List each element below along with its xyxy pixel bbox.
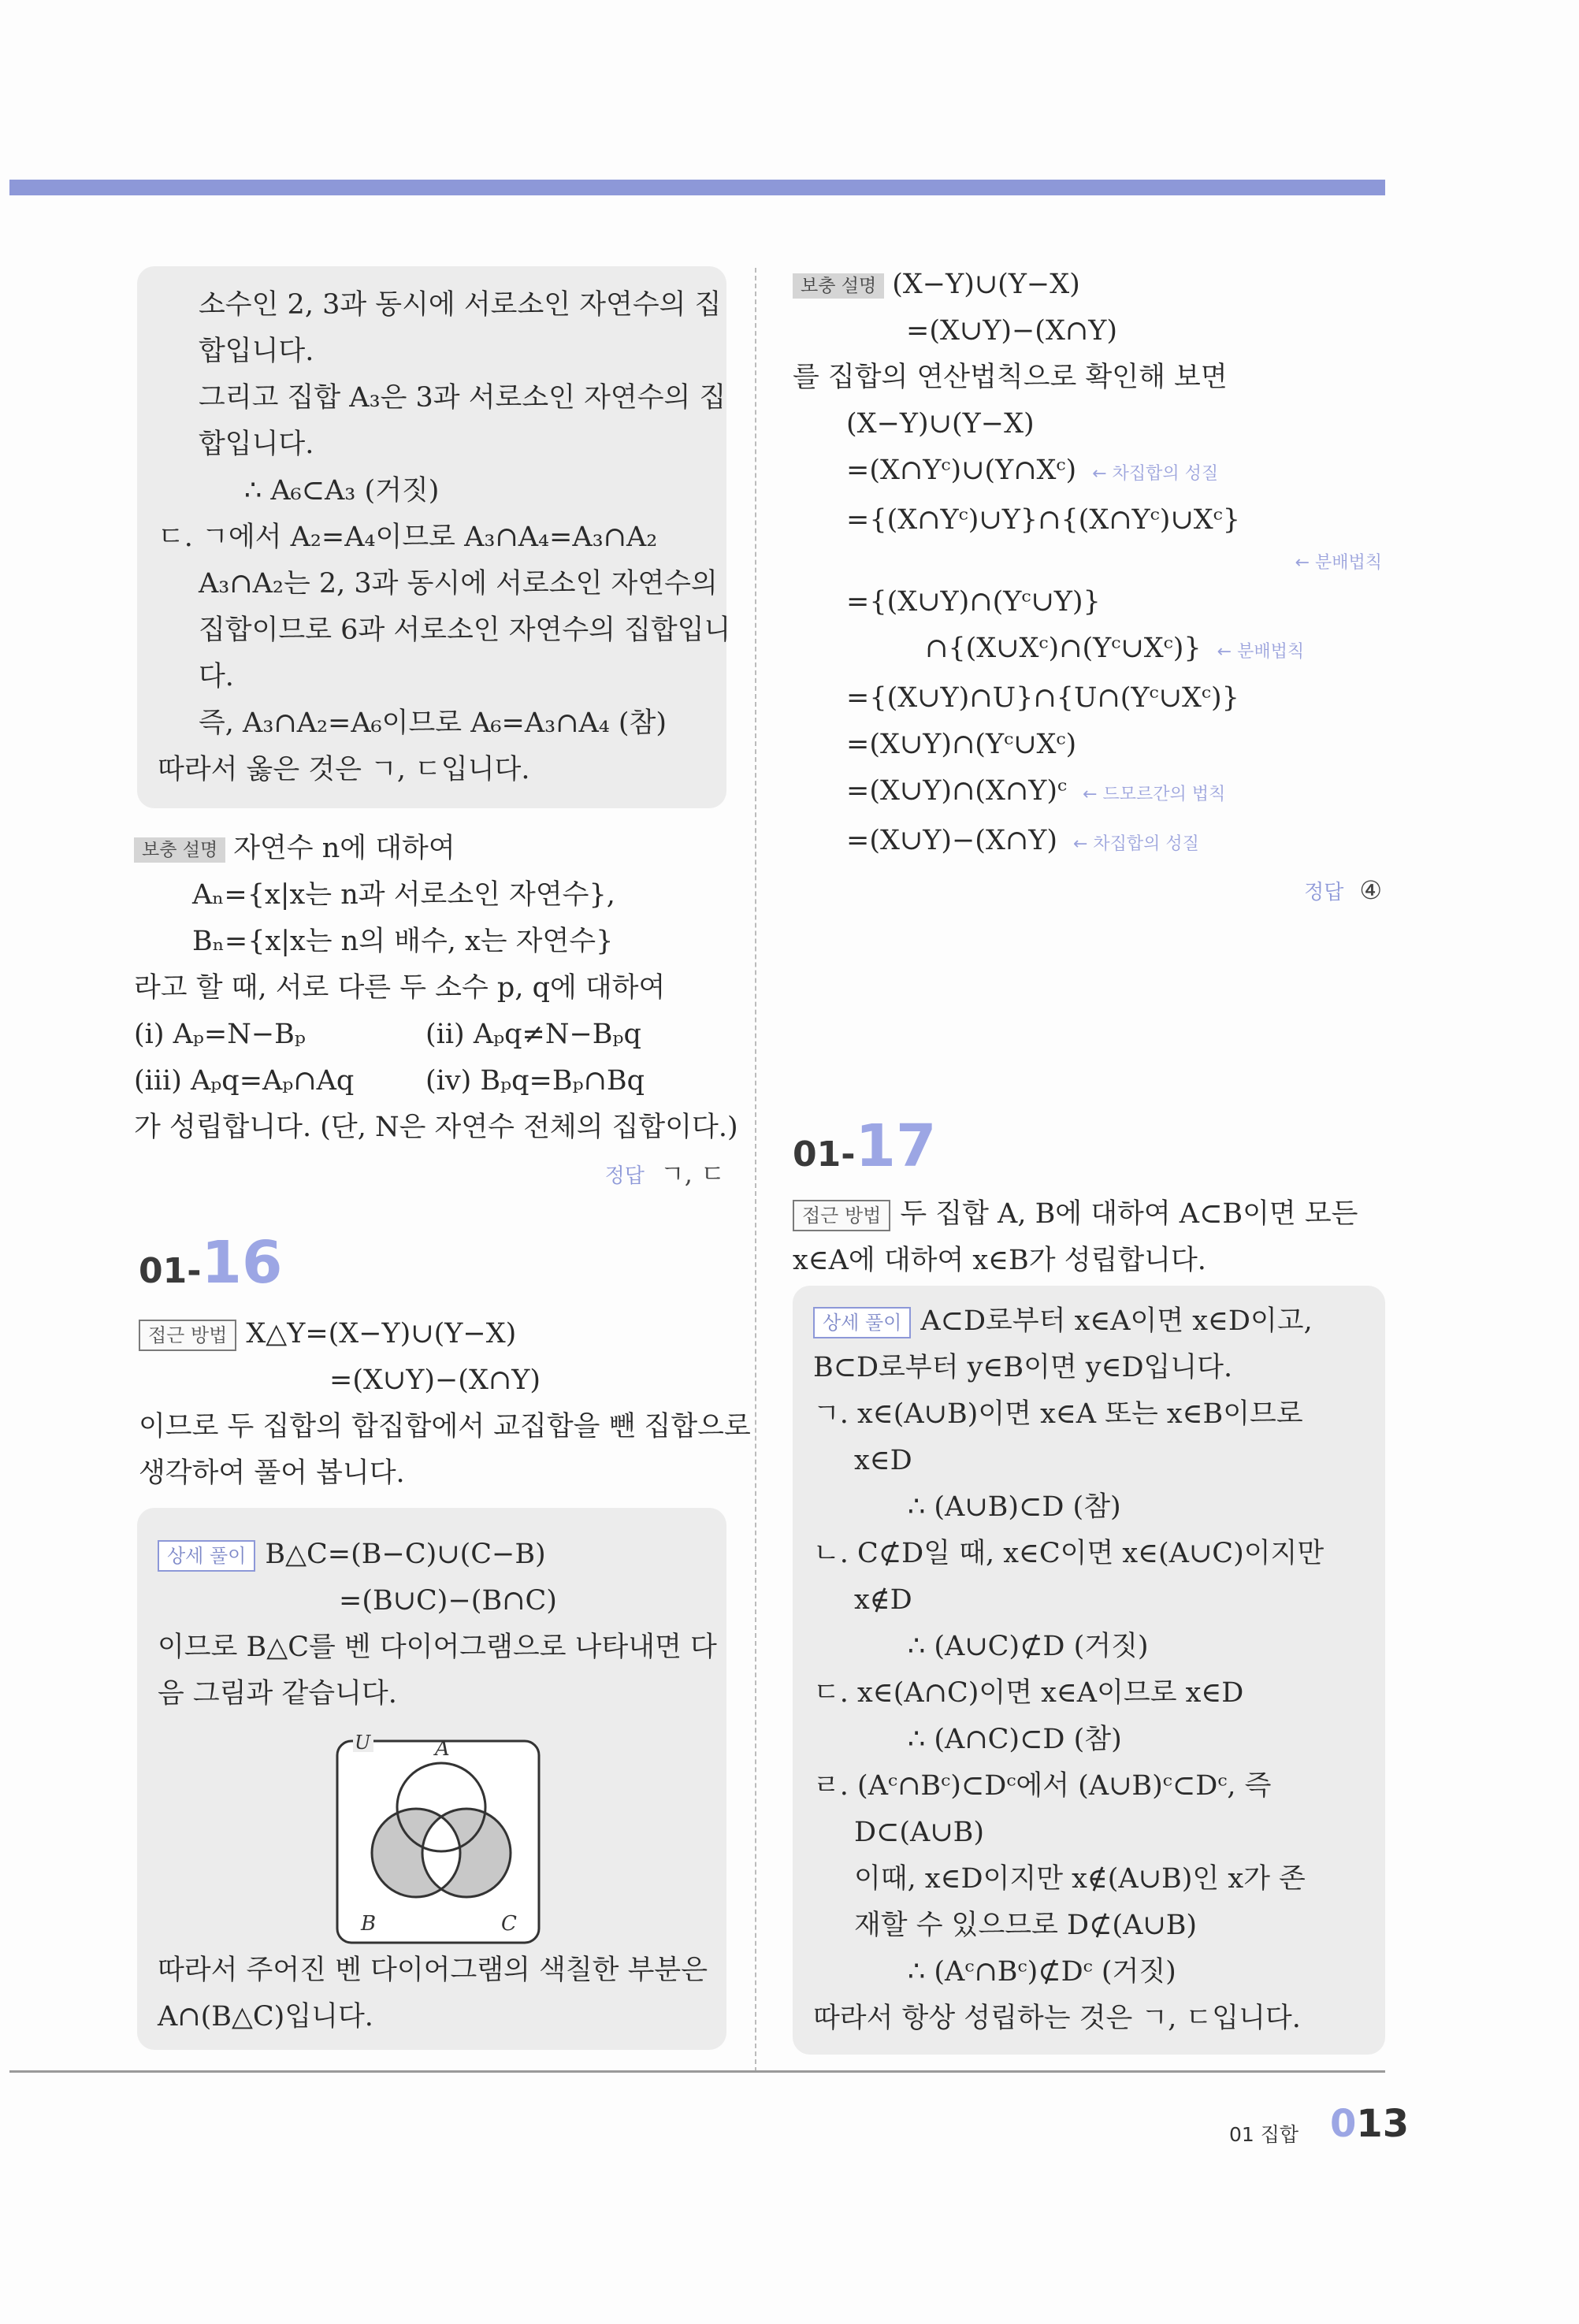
text-line: 합입니다. [199, 336, 314, 367]
text-line: 따라서 주어진 벤 다이어그램의 색칠한 부분은 [158, 1955, 708, 1986]
text-line: ㄱ. x∈(A∪B)이면 x∈A 또는 x∈B이므로 [813, 1398, 1303, 1430]
text-line: A₃∩A₂는 2, 3과 동시에 서로소인 자연수의 [199, 568, 718, 600]
formula: =(X∪Y)∩(X∩Y)ᶜ [846, 775, 1068, 807]
text-line: 재할 수 있으므로 D⊄(A∪B) [854, 1910, 1198, 1941]
text-line: ㄷ. ㄱ에서 A₂=A₄이므로 A₃∩A₄=A₃∩A₂ [158, 522, 658, 553]
text-line: ∴ (A∪B)⊂D (참) [908, 1491, 1121, 1523]
question-number-16: 01-16 [139, 1229, 283, 1297]
q17-detail [813, 1298, 1324, 2042]
case-3: (iii) Aₚq=Aₚ∩Aq [134, 1065, 355, 1097]
formula: =(X∩Yᶜ)∪(Y∩Xᶜ) [846, 455, 1077, 486]
text-line: ∴ (Aᶜ∩Bᶜ)⊄Dᶜ (거짓) [908, 1956, 1176, 1988]
set-c-label: C [501, 1912, 517, 1936]
note: ← 분배법칙 [1295, 553, 1382, 573]
approach-tag: 접근 방법 [793, 1200, 890, 1231]
text-line: ㄴ. C⊄D일 때, x∈C이면 x∈(A∪C)이지만 [813, 1538, 1325, 1569]
formula: =(X∪Y)−(X∩Y) [329, 1364, 541, 1396]
text-line: 따라서 옳은 것은 ㄱ, ㄷ입니다. [158, 754, 530, 785]
right-supplement [793, 262, 1382, 916]
answer-value: ④ [1359, 875, 1382, 905]
set-a-label: A [435, 1737, 450, 1761]
set-b-label: B [361, 1912, 377, 1936]
text-line: 그리고 집합 A₃은 3과 서로소인 자연수의 집 [199, 382, 726, 414]
case-4: (iv) Bₚq=Bₚ∩Bq [425, 1065, 645, 1097]
text-line: ㄷ. x∈(A∩C)이면 x∈A이므로 x∈D [813, 1677, 1244, 1709]
formula: ∩{(X∪Xᶜ)∩(Yᶜ∪Xᶜ)} [925, 633, 1202, 664]
text-line: B⊂D로부터 y∈B이면 y∈D입니다. [813, 1352, 1233, 1383]
case-1: (i) Aₚ=N−Bₚ [134, 1019, 306, 1050]
supplement-tag: 보충 설명 [793, 273, 884, 299]
text-line: A⊂D로부터 x∈A이면 x∈D이고, [920, 1305, 1313, 1337]
left-supplement [134, 826, 738, 1200]
page-number: 013 [1330, 2102, 1410, 2146]
text-line: x∈A에 대하여 x∈B가 성립합니다. [793, 1245, 1206, 1276]
bottom-rule [9, 2070, 1385, 2073]
text-line: 생각하여 풀어 봅니다. [139, 1457, 405, 1489]
text-line: 를 집합의 연산법칙으로 확인해 보면 [793, 362, 1228, 393]
text-line: 다. [199, 661, 234, 692]
text-line: Aₙ={x|x는 n과 서로소인 자연수}, [192, 879, 615, 911]
text-line: 합입니다. [199, 429, 314, 460]
q16-conclusion [158, 1947, 708, 2040]
formula: ={(X∪Y)∩U}∩{U∩(Yᶜ∪Xᶜ)} [846, 682, 1239, 714]
formula: X△Y=(X−Y)∪(Y−X) [246, 1318, 517, 1349]
text-line: 즉, A₃∩A₂=A₆이므로 A₆=A₃∩A₄ (참) [199, 707, 667, 739]
formula: B△C=(B−C)∪(C−B) [265, 1539, 546, 1570]
text-line: 소수인 2, 3과 동시에 서로소인 자연수의 집 [199, 289, 722, 321]
formula: ={(X∪Y)∩(Yᶜ∪Y)} [846, 586, 1101, 618]
text-line: 가 성립합니다. (단, N은 자연수 전체의 집합이다.) [134, 1112, 738, 1143]
text-line: A∩(B△C)입니다. [158, 2001, 373, 2033]
header-bar [9, 180, 1385, 195]
formula: =(B∪C)−(B∩C) [339, 1585, 557, 1617]
q17-approach [793, 1191, 1358, 1284]
q16-detail [158, 1531, 717, 1717]
text-line: 음 그림과 같습니다. [158, 1678, 397, 1710]
answer-value: ㄱ, ㄷ [659, 1159, 725, 1189]
text-line: 따라서 항상 성립하는 것은 ㄱ, ㄷ입니다. [813, 2003, 1301, 2034]
formula: (X−Y)∪(Y−X) [846, 408, 1035, 440]
text-line: ∴ (A∪C)⊄D (거짓) [908, 1631, 1149, 1662]
formula: =(X∪Y)−(X∩Y) [846, 825, 1057, 856]
text-line: 이때, x∈D이지만 x∉(A∪B)인 x가 존 [854, 1863, 1306, 1895]
text-line: x∉D [854, 1584, 912, 1616]
column-divider [755, 268, 756, 2072]
question-number-17: 01-17 [793, 1112, 937, 1180]
formula: =(X∪Y)∩(Yᶜ∪Xᶜ) [846, 729, 1077, 760]
approach-tag: 접근 방법 [139, 1320, 236, 1351]
text-line: ∴ A₆⊂A₃ (거짓) [244, 475, 440, 507]
text-line: Bₙ={x|x는 n의 배수, x는 자연수} [192, 926, 614, 957]
q16-approach [139, 1311, 751, 1497]
text-line: ∴ (A∩C)⊂D (참) [908, 1724, 1122, 1755]
supplement-tag: 보충 설명 [134, 837, 225, 863]
answer-label: 정답 ④ [1304, 875, 1382, 905]
formula: ={(X∩Yᶜ)∪Y}∩{(X∩Yᶜ)∪Xᶜ} [846, 504, 1241, 536]
case-2: (ii) Aₚq≠N−Bₚq [425, 1019, 641, 1050]
formula: (X−Y)∪(Y−X) [892, 269, 1080, 300]
text-line: 이므로 두 집합의 합집합에서 교집합을 뺀 집합으로 [139, 1411, 751, 1442]
note: ← 드모르간의 법칙 [1083, 785, 1226, 804]
note: ← 차집합의 성질 [1072, 834, 1199, 854]
note: ← 차집합의 성질 [1092, 464, 1219, 484]
text-line: ㄹ. (Aᶜ∩Bᶜ)⊂Dᶜ에서 (A∪B)ᶜ⊂Dᶜ, 즉 [813, 1770, 1272, 1802]
left-top-solution [158, 282, 730, 793]
text-line: 두 집합 A, B에 대하여 A⊂B이면 모든 [900, 1198, 1358, 1230]
text-line: x∈D [854, 1445, 912, 1476]
universe-label: U [355, 1732, 371, 1754]
detail-tag: 상세 풀이 [158, 1540, 255, 1572]
text-line: 집합이므로 6과 서로소인 자연수의 집합입니 [199, 614, 731, 646]
venn-diagram [331, 1727, 552, 1955]
text-line: D⊂(A∪B) [854, 1817, 985, 1848]
chapter-label: 01 집합 [1229, 2123, 1299, 2146]
text-line: 라고 할 때, 서로 다른 두 소수 p, q에 대하여 [134, 972, 666, 1004]
formula: =(X∪Y)−(X∩Y) [906, 315, 1117, 347]
text-line: 이므로 B△C를 벤 다이어그램으로 나타내면 다 [158, 1632, 717, 1663]
detail-tag: 상세 풀이 [813, 1307, 911, 1338]
note: ← 분배법칙 [1217, 642, 1305, 662]
text-line: 자연수 n에 대하여 [233, 833, 455, 864]
answer-label: 정답 ㄱ, ㄷ [604, 1159, 725, 1189]
